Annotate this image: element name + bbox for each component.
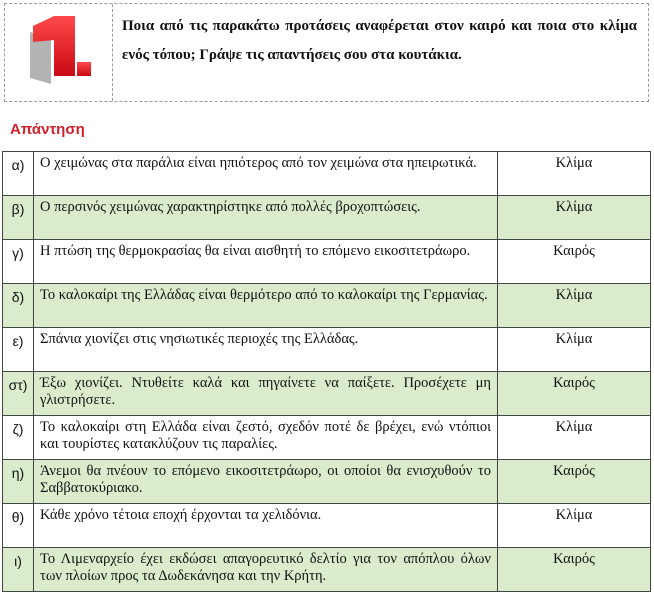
- row-sentence: Το Λιμεναρχείο έχει εκδώσει απαγορευτικό δελτίο για τον απόπλου όλων των πλοίων προς τα Δωδεκάνησα και την Κρήτη.: [34, 548, 498, 592]
- row-sentence: Άνεμοι θα πνέουν το επόμενο εικοσιτετράωρο, οι οποίοι θα ενισχυθούν το Σαββατοκύριακο.: [34, 460, 498, 504]
- row-sentence: Σπάνια χιονίζει στις νησιωτικές περιοχές της Ελλάδας.: [34, 328, 498, 372]
- row-answer[interactable]: Κλίμα: [498, 416, 651, 460]
- answers-table: [2, 151, 651, 592]
- answer-label: Απάντηση: [10, 121, 85, 138]
- row-answer[interactable]: Καιρός: [498, 460, 651, 504]
- row-letter: γ): [3, 240, 34, 284]
- row-sentence: Η πτώση της θερμοκρασίας θα είναι αισθητή το επόμενο εικοσιτετράωρο.: [34, 240, 498, 284]
- row-letter: ι): [3, 548, 34, 592]
- row-sentence: Το καλοκαίρι της Ελλάδας είναι θερμότερο από το καλοκαίρι της Γερμανίας.: [34, 284, 498, 328]
- exercise-question: Ποια από τις παρακάτω προτάσεις αναφέρεται στον καιρό και ποια στο κλίμα ενός τόπου; Γράψε τις απαντήσεις σου στα κουτάκια.: [122, 18, 637, 63]
- exercise-box: [4, 3, 649, 102]
- table-row: [3, 196, 651, 240]
- row-letter: ζ): [3, 416, 34, 460]
- row-letter: στ): [3, 372, 34, 416]
- row-answer[interactable]: Κλίμα: [498, 152, 651, 196]
- row-letter: β): [3, 196, 34, 240]
- exercise-number-cell: [5, 4, 113, 101]
- row-answer[interactable]: Καιρός: [498, 240, 651, 284]
- table-row: [3, 240, 651, 284]
- table-row: [3, 548, 651, 592]
- row-answer[interactable]: Κλίμα: [498, 504, 651, 548]
- row-answer[interactable]: Κλίμα: [498, 284, 651, 328]
- table-row: [3, 328, 651, 372]
- row-letter: ε): [3, 328, 34, 372]
- row-letter: δ): [3, 284, 34, 328]
- row-sentence: Έξω χιονίζει. Ντυθείτε καλά και πηγαίνετε να παίξετε. Προσέχετε μη γλιστρήσετε.: [34, 372, 498, 416]
- table-row: [3, 504, 651, 548]
- exercise-number-graphic: [27, 14, 97, 86]
- table-row: [3, 416, 651, 460]
- row-sentence: Ο χειμώνας στα παράλια είναι ηπιότερος από τον χειμώνα στα ηπειρωτικά.: [34, 152, 498, 196]
- row-letter: α): [3, 152, 34, 196]
- row-answer[interactable]: Κλίμα: [498, 196, 651, 240]
- row-letter: η): [3, 460, 34, 504]
- table-row: [3, 372, 651, 416]
- table-row: [3, 284, 651, 328]
- table-row: [3, 460, 651, 504]
- row-answer[interactable]: Καιρός: [498, 372, 651, 416]
- row-sentence: Κάθε χρόνο τέτοια εποχή έρχονται τα χελιδόνια.: [34, 504, 498, 548]
- row-answer[interactable]: Κλίμα: [498, 328, 651, 372]
- table-row: [3, 152, 651, 196]
- row-sentence: Το καλοκαίρι στη Ελλάδα είναι ζεστό, σχεδόν ποτέ δε βρέχει, ενώ ντόπιοι και τουρίστες κατακλύζουν τις παραλίες.: [34, 416, 498, 460]
- row-answer[interactable]: Καιρός: [498, 548, 651, 592]
- row-letter: θ): [3, 504, 34, 548]
- row-sentence: Ο περσινός χειμώνας χαρακτηρίστηκε από πολλές βροχοπτώσεις.: [34, 196, 498, 240]
